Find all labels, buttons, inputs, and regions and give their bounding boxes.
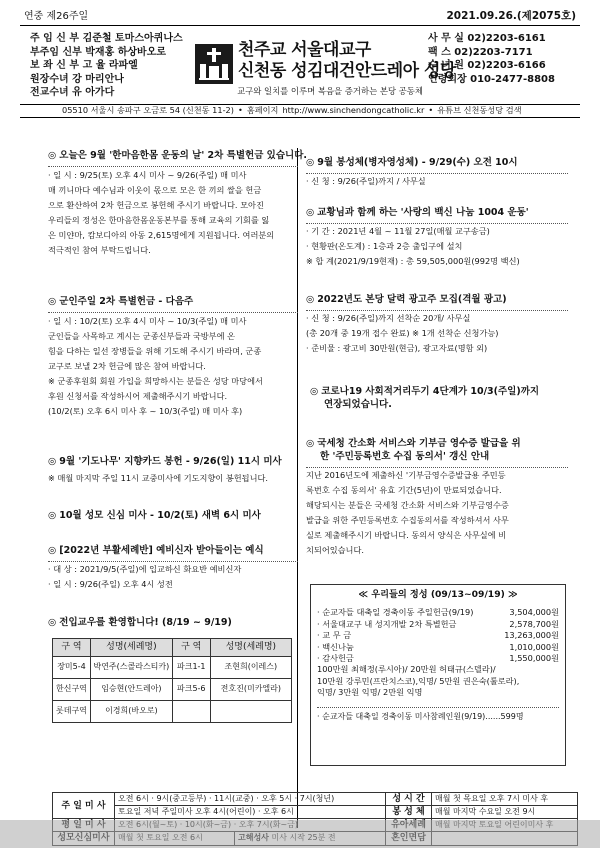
schedule-row bbox=[53, 806, 578, 819]
homepage-label: 홈페이지 bbox=[246, 105, 279, 116]
schedule-label: 성 시 간 bbox=[386, 793, 432, 806]
youtube-text: 유튜브 신천동성당 검색 bbox=[437, 105, 522, 116]
notice-title-cont: 한 '주민등록번호 수집 동의서' 갱신 안내 bbox=[320, 450, 490, 462]
notice-title: 코로나19 사회적거리두기 4단계가 10/3(주일)까지 bbox=[321, 386, 540, 397]
notice-line: 힘을 다하는 일선 장병들을 위해 기도해 주시기 바라며, 군종 bbox=[48, 345, 262, 356]
attendance-count: · 순교자들 대축일 경축이동 미사참례인원(9/19)......599명 bbox=[317, 711, 524, 721]
notice-line: 우리들의 정성은 한마음한몸운동본부를 통해 교육의 기회를 잃 bbox=[48, 214, 270, 225]
table-header: 구 역 bbox=[172, 639, 210, 657]
notice-line: 후원 신청서를 작성하시어 제출해주시기 바랍니다. bbox=[48, 390, 228, 401]
schedule-line: 매월 첫 목요일 오후 7시 미사 후 bbox=[432, 793, 578, 806]
divider bbox=[317, 707, 559, 708]
notice-line: · 일 시 : 9/25(토) 오후 4시 미사 ~ 9/26(주일) 매 미사 bbox=[48, 169, 247, 180]
table-header-row bbox=[53, 639, 292, 657]
contact-line: 수 녀 원 02)2203-6166 bbox=[428, 60, 546, 72]
notice-line: 지난 2016년도에 제출하신 '기부금영수증발급용 주민등 bbox=[306, 469, 506, 480]
notice-communion-sick bbox=[306, 157, 576, 189]
notice-title: 오늘은 9월 '한마음한몸 운동의 날' 2차 특별헌금 있습니다. bbox=[59, 150, 307, 161]
notice-tax-consent bbox=[306, 438, 576, 558]
offering-row: · 감사헌금 1,550,000원 bbox=[317, 653, 559, 664]
table-cell: 전호진(미카엘라) bbox=[210, 679, 291, 701]
table-cell: 이경희(바오로) bbox=[90, 701, 172, 723]
table-header: 성명(세례명) bbox=[210, 639, 291, 657]
notice-line: 교구로 보낼 2차 헌금에 많은 참여 바랍니다. bbox=[48, 360, 206, 371]
notice-line: (10/2(토) 오후 6시 미사 후 ~ 10/3(주일) 매 미사 후) bbox=[48, 405, 243, 416]
offering-title: ≪ 우리들의 정성 (09/13~09/19) ≫ bbox=[358, 589, 518, 600]
bullseye-icon: ◎ bbox=[48, 456, 57, 467]
notice-line: (총 20개 중 19개 접수 완료) ※ 1개 선착순 신청가능) bbox=[306, 327, 499, 338]
bullseye-icon: ◎ bbox=[48, 545, 57, 556]
staff-line: 전교수녀 유 아가다 bbox=[30, 87, 115, 99]
contact-list bbox=[428, 32, 578, 86]
church-logo-icon bbox=[195, 44, 233, 84]
schedule-line: 오전 6시 · 9시(중고등부) · 11시(교중) · 오후 5시 · 7시(청년) bbox=[115, 793, 386, 806]
donor-line: 100만원 최해정(루시아)/ 20만원 허태규(스델라)/ bbox=[317, 664, 496, 675]
table-cell: 임승현(안드레아) bbox=[90, 679, 172, 701]
bullet-icon: • bbox=[428, 105, 434, 116]
notice-military-sunday bbox=[48, 296, 294, 419]
notice-line: 매 끼니마다 예수님과 이웃이 몫으로 모은 한 끼의 쌀을 헌금 bbox=[48, 184, 262, 195]
address-bar bbox=[20, 104, 580, 118]
bullseye-icon: ◎ bbox=[306, 157, 315, 168]
divider bbox=[48, 166, 298, 167]
column-divider bbox=[297, 148, 298, 828]
staff-list bbox=[30, 32, 195, 100]
notice-title-cont: 연장되었습니다. bbox=[324, 398, 392, 410]
notice-line: · 현황판(온도계) : 1층과 2층 출입구에 설치 bbox=[306, 240, 463, 251]
notice-title: 10월 성모 신심 미사 - 10/2(토) 새벽 6시 미사 bbox=[59, 510, 261, 521]
notice-line: · 대 상 : 2021/9/5(주일)에 입교하신 화요반 예비신자 bbox=[48, 563, 242, 574]
offering-row: · 백신나눔 1,010,000원 bbox=[317, 641, 559, 652]
notice-title: 9월 봉성체(병자영성체) - 9/29(수) 오전 10시 bbox=[317, 157, 518, 168]
notice-line: 해당되시는 분들은 국세청 간소화 서비스와 기부금영수증 bbox=[306, 499, 509, 510]
staff-line: 원장수녀 강 마리안나 bbox=[30, 73, 124, 85]
notice-line: · 일 시 : 10/2(토) 오후 4시 미사 ~ 10/3(주일) 매 미사 bbox=[48, 315, 247, 326]
notice-line: 적극적인 참여 부탁드립니다. bbox=[48, 244, 151, 255]
notice-line: · 신 청 : 9/26(주일)까지 선착순 20개/ 사무실 bbox=[306, 312, 471, 323]
staff-line: 부주임 신부 박재홍 하상바오로 bbox=[30, 46, 167, 58]
contact-line: 연령회장 010-2477-8808 bbox=[428, 73, 555, 85]
table-cell: 한신구역 bbox=[53, 679, 91, 701]
parish-motto: 교구와 일치를 이루며 복음을 증거하는 본당 공동체 bbox=[237, 86, 423, 96]
bullseye-icon: ◎ bbox=[306, 207, 315, 218]
schedule-line: 매월 마지막 수요일 오전 9시 bbox=[432, 806, 578, 819]
schedule-label: 주 일 미 사 bbox=[53, 793, 115, 819]
scan-shadow bbox=[0, 820, 600, 848]
newcomer-table bbox=[52, 638, 292, 723]
diocese-name: 천주교 서울대교구 bbox=[238, 40, 371, 60]
homepage-link[interactable]: http://www.sinchendongcatholic.kr bbox=[282, 105, 425, 116]
schedule-label: 봉 성 체 bbox=[386, 806, 432, 819]
page-header bbox=[20, 10, 580, 26]
bullseye-icon: ◎ bbox=[306, 294, 315, 305]
notice-line: · 기 간 : 2021년 4월 ~ 11월 27일(매월 교구송금) bbox=[306, 225, 490, 236]
notice-line: ※ 군종후원회 회원 가입을 희망하시는 분들은 성당 마당에서 bbox=[48, 375, 263, 386]
divider bbox=[48, 312, 298, 313]
notice-title: 교황님과 함께 하는 '사랑의 백신 나눔 1004 운동' bbox=[317, 207, 529, 218]
bullet-icon: • bbox=[237, 105, 243, 116]
contact-line: 팩 스 02)2203-7171 bbox=[428, 46, 533, 58]
table-cell: 박연주(스콜라스티카) bbox=[90, 657, 172, 679]
table-cell: 롯데구역 bbox=[53, 701, 91, 723]
table-row bbox=[53, 701, 292, 723]
liturgical-day: 연중 제26주일 bbox=[24, 10, 89, 22]
address-text: 05510 서울시 송파구 오금로 54 (신천동 11-2) bbox=[62, 105, 234, 116]
notice-line: ※ 매월 마지막 주일 11시 교중미사에 기도지향이 봉헌됩니다. bbox=[48, 472, 269, 483]
offering-box bbox=[310, 584, 566, 766]
notice-prayer-tree bbox=[48, 456, 294, 486]
table-cell bbox=[210, 701, 291, 723]
notice-covid bbox=[310, 386, 576, 412]
notice-line: · 일 시 : 9/26(주일) 오후 4시 성전 bbox=[48, 578, 173, 589]
notice-welcome bbox=[48, 617, 294, 630]
table-cell: 파크1-1 bbox=[172, 657, 210, 679]
table-cell: 조현희(이레스) bbox=[210, 657, 291, 679]
bullseye-icon: ◎ bbox=[48, 296, 57, 307]
contact-line: 사 무 실 02)2203-6161 bbox=[428, 33, 546, 44]
notice-title: 2022년도 본당 달력 광고주 모집(격월 광고) bbox=[317, 294, 507, 305]
notice-line: 록번호 수집 동의서' 유효 기간(5년)이 만료되었습니다. bbox=[306, 484, 502, 495]
notice-catechumen bbox=[48, 545, 294, 592]
notice-title: 9월 '기도나무' 지향카드 봉헌 - 9/26(일) 11시 미사 bbox=[59, 456, 282, 467]
notice-line: 발급을 위한 주민등록번호 수집동의서를 작성하셔서 사무 bbox=[306, 514, 509, 525]
bullseye-icon: ◎ bbox=[48, 150, 57, 161]
notice-line: 군인들을 사목하고 계시는 군종신부들과 국방부에 온 bbox=[48, 330, 236, 341]
table-cell: 파크5-6 bbox=[172, 679, 210, 701]
parish-name: 신천동 성김대건안드레아 성당 bbox=[238, 61, 456, 81]
table-row bbox=[53, 657, 292, 679]
notice-marian-mass bbox=[48, 510, 294, 523]
donor-line: 10만원 강루민(프란치스코),익명/ 5만원 권은숙(툴로라), bbox=[317, 675, 520, 686]
staff-line: 보 좌 신 부 고 율 라파엘 bbox=[30, 60, 138, 72]
church-title bbox=[238, 40, 456, 82]
donor-line: 익명/ 3만원 익명/ 2만원 익명 bbox=[317, 687, 423, 698]
notice-title: 국세청 간소화 서비스와 기부금 영수증 발급을 위 bbox=[317, 438, 521, 449]
bullseye-icon: ◎ bbox=[310, 386, 319, 397]
table-cell: 장미5-4 bbox=[53, 657, 91, 679]
notice-vaccine bbox=[306, 207, 576, 269]
schedule-row bbox=[53, 793, 578, 806]
notice-line: 은 미얀마, 캄보디아의 아동 2,615명에게 지원됩니다. 여러분의 bbox=[48, 229, 275, 240]
notice-line: ※ 합 계(2021/9/19현재) : 총 59,505,000원(992명 백신) bbox=[306, 255, 520, 266]
notice-honhammaeum bbox=[48, 150, 307, 258]
offering-row: · 교 무 금 13,263,000원 bbox=[317, 630, 559, 641]
bullseye-icon: ◎ bbox=[48, 510, 57, 521]
notice-calendar-ads bbox=[306, 294, 576, 356]
offering-row: · 서울대교구 내 성지개발 2차 특별헌금 2,578,700원 bbox=[317, 618, 559, 629]
notice-line: 치되어있습니다. bbox=[306, 544, 364, 555]
notice-line: 으로 환산하여 2차 헌금으로 봉헌해 주시기 바랍니다. 모아진 bbox=[48, 199, 264, 210]
schedule-line: 토요일 저녁 주일미사 오후 4시(어린이) · 오후 6시 bbox=[115, 806, 386, 819]
notice-title: [2022년 부활세례반] 예비신자 받아들이는 예식 bbox=[59, 545, 264, 556]
table-cell bbox=[172, 701, 210, 723]
notice-title: 전입교우를 환영합니다! (8/19 ~ 9/19) bbox=[59, 617, 232, 628]
table-row bbox=[53, 679, 292, 701]
notice-line: · 준비물 : 광고비 30만원(현금), 광고자료(명함 외) bbox=[306, 342, 488, 353]
offering-row: · 순교자들 대축일 경축이동 주일헌금(9/19) 3,504,000원 bbox=[317, 607, 559, 618]
bullseye-icon: ◎ bbox=[306, 438, 315, 449]
staff-line: 주 임 신 부 김준철 토마스아퀴나스 bbox=[30, 33, 183, 44]
notice-title: 군인주일 2차 특별헌금 - 다음주 bbox=[59, 296, 194, 307]
notice-line: 실로 제출해주시기 바랍니다. 동의서 양식은 사무실에 비 bbox=[306, 529, 507, 540]
bullseye-icon: ◎ bbox=[48, 617, 57, 628]
notice-line: · 신 청 : 9/26(주일)까지 / 사무실 bbox=[306, 175, 426, 186]
table-header: 구 역 bbox=[53, 639, 91, 657]
table-header: 성명(세례명) bbox=[90, 639, 172, 657]
issue-date: 2021.09.26.(제2075호) bbox=[446, 9, 576, 22]
